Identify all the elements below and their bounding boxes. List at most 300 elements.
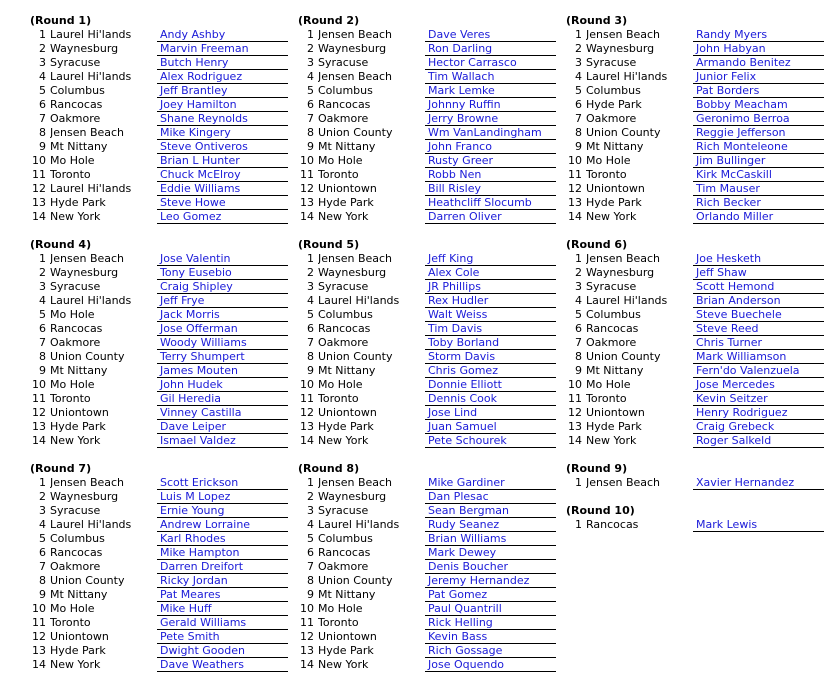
- player-link[interactable]: Donnie Elliott: [428, 378, 502, 391]
- pick-row: [288, 602, 556, 616]
- pick-number: 1: [575, 476, 582, 489]
- pick-row: [20, 518, 288, 532]
- player-cell: [693, 196, 824, 210]
- player-link[interactable]: Mike Kingery: [160, 126, 231, 139]
- pick-number: 4: [307, 518, 314, 531]
- pick-row: [556, 406, 824, 420]
- pick-row: [20, 70, 288, 84]
- player-link[interactable]: Steve Reed: [696, 322, 759, 335]
- team-name: Toronto: [50, 392, 91, 405]
- pick-number: 3: [575, 56, 582, 69]
- player-link[interactable]: Tim Mauser: [696, 182, 760, 195]
- team-name: Syracuse: [50, 504, 101, 517]
- player-link[interactable]: Ernie Young: [160, 504, 225, 517]
- team-name: Uniontown: [50, 406, 109, 419]
- pick-number: 2: [307, 42, 314, 55]
- team-name: Union County: [50, 574, 125, 587]
- pick-row: [288, 252, 556, 266]
- pick-number: 10: [32, 378, 46, 391]
- pick-number: 12: [32, 630, 46, 643]
- player-cell: [693, 322, 824, 336]
- pick-number: 4: [39, 70, 46, 83]
- pick-row: [288, 70, 556, 84]
- player-cell: [157, 336, 288, 350]
- pick-number: 14: [568, 434, 582, 447]
- player-link[interactable]: Rusty Greer: [428, 154, 494, 167]
- player-link[interactable]: Jeff Frye: [160, 294, 205, 307]
- pick-number: 4: [39, 518, 46, 531]
- team-name: Syracuse: [318, 504, 369, 517]
- player-cell: [425, 602, 556, 616]
- player-cell: [425, 630, 556, 644]
- team-name: Laurel Hi'lands: [50, 518, 132, 531]
- round-title: (Round 7): [30, 462, 92, 475]
- player-link[interactable]: Brian Williams: [428, 532, 507, 545]
- player-cell: [425, 210, 556, 224]
- pick-row: [288, 336, 556, 350]
- round-title: (Round 1): [30, 14, 92, 27]
- player-link[interactable]: Roger Salkeld: [696, 434, 772, 447]
- player-link[interactable]: Jose Valentin: [160, 252, 231, 265]
- player-link[interactable]: Chris Turner: [696, 336, 763, 349]
- team-name: Oakmore: [50, 560, 101, 573]
- team-name: New York: [586, 210, 637, 223]
- player-link[interactable]: Alex Rodriguez: [160, 70, 243, 83]
- team-name: Syracuse: [318, 280, 369, 293]
- player-link[interactable]: Brian L Hunter: [160, 154, 240, 167]
- player-link[interactable]: Kirk McCaskill: [696, 168, 772, 181]
- pick-row: [556, 182, 824, 196]
- player-link[interactable]: Gil Heredia: [160, 392, 221, 405]
- player-cell: [157, 322, 288, 336]
- pick-number: 1: [307, 252, 314, 265]
- player-cell: [425, 574, 556, 588]
- team-name: Jensen Beach: [318, 476, 393, 489]
- pick-row: [20, 154, 288, 168]
- player-link[interactable]: Darren Dreifort: [160, 560, 244, 573]
- pick-number: 7: [39, 560, 46, 573]
- player-cell: [157, 518, 288, 532]
- player-link[interactable]: Jose Oquendo: [428, 658, 505, 671]
- player-cell: [157, 308, 288, 322]
- player-cell: [157, 294, 288, 308]
- team-name: Laurel Hi'lands: [318, 518, 400, 531]
- player-link[interactable]: Randy Myers: [696, 28, 768, 41]
- team-name: Union County: [586, 350, 661, 363]
- player-cell: [693, 266, 824, 280]
- pick-number: 13: [32, 196, 46, 209]
- player-link[interactable]: Geronimo Berroa: [696, 112, 790, 125]
- player-cell: [157, 28, 288, 42]
- player-cell: [693, 392, 824, 406]
- player-link[interactable]: Jose Offerman: [160, 322, 238, 335]
- pick-number: 12: [568, 182, 582, 195]
- player-link[interactable]: Andrew Lorraine: [160, 518, 251, 531]
- pick-number: 4: [575, 294, 582, 307]
- player-link[interactable]: Juan Samuel: [428, 420, 497, 433]
- player-link[interactable]: Bobby Meacham: [696, 98, 788, 111]
- pick-row: [556, 168, 824, 182]
- round-title: (Round 2): [298, 14, 360, 27]
- pick-number: 5: [39, 84, 46, 97]
- team-name: Syracuse: [318, 56, 369, 69]
- round-title: (Round 5): [298, 238, 360, 251]
- player-link[interactable]: Eddie Williams: [160, 182, 241, 195]
- player-link[interactable]: Craig Grebeck: [696, 420, 775, 433]
- player-link[interactable]: Jack Morris: [160, 308, 220, 321]
- pick-number: 8: [575, 350, 582, 363]
- player-link[interactable]: John Habyan: [696, 42, 766, 55]
- pick-row: [20, 560, 288, 574]
- pick-number: 5: [39, 532, 46, 545]
- pick-row: [556, 280, 824, 294]
- team-name: Waynesburg: [50, 490, 119, 503]
- pick-row: [20, 546, 288, 560]
- team-name: Union County: [318, 350, 393, 363]
- player-cell: [693, 154, 824, 168]
- team-name: Columbus: [586, 308, 641, 321]
- player-link[interactable]: Reggie Jefferson: [696, 126, 786, 139]
- player-link[interactable]: Orlando Miller: [696, 210, 774, 223]
- player-cell: [425, 406, 556, 420]
- player-link[interactable]: Rex Hudler: [428, 294, 489, 307]
- player-link[interactable]: Mike Gardiner: [428, 476, 505, 489]
- player-link[interactable]: Joey Hamilton: [160, 98, 237, 111]
- pick-row: [556, 56, 824, 70]
- player-link[interactable]: Jim Bullinger: [696, 154, 766, 167]
- player-link[interactable]: Andy Ashby: [160, 28, 226, 41]
- pick-row: [288, 588, 556, 602]
- player-link[interactable]: Sean Bergman: [428, 504, 510, 517]
- player-cell: [157, 210, 288, 224]
- pick-number: 2: [575, 42, 582, 55]
- team-name: Mo Hole: [318, 602, 363, 615]
- team-name: Mo Hole: [50, 602, 95, 615]
- player-link[interactable]: Paul Quantrill: [428, 602, 502, 615]
- pick-number: 14: [32, 210, 46, 223]
- player-link[interactable]: Tony Eusebio: [160, 266, 232, 279]
- pick-row: [20, 504, 288, 518]
- player-cell: [157, 126, 288, 140]
- pick-number: 10: [568, 378, 582, 391]
- team-name: Syracuse: [586, 280, 637, 293]
- player-link[interactable]: Mark Lewis: [696, 518, 758, 531]
- team-name: Columbus: [586, 84, 641, 97]
- pick-number: 11: [32, 168, 46, 181]
- player-link[interactable]: Dave Leiper: [160, 420, 227, 433]
- player-link[interactable]: Terry Shumpert: [160, 350, 245, 363]
- pick-number: 1: [307, 476, 314, 489]
- team-name: Laurel Hi'lands: [586, 70, 668, 83]
- player-link[interactable]: Jose Lind: [428, 406, 478, 419]
- player-link[interactable]: Shane Reynolds: [160, 112, 248, 125]
- pick-row: [288, 560, 556, 574]
- player-link[interactable]: Luis M Lopez: [160, 490, 231, 503]
- player-cell: [157, 588, 288, 602]
- pick-number: 9: [307, 588, 314, 601]
- player-link[interactable]: Rich Gossage: [428, 644, 503, 657]
- player-link[interactable]: Alex Cole: [428, 266, 480, 279]
- pick-number: 8: [307, 126, 314, 139]
- player-cell: [157, 154, 288, 168]
- team-name: Toronto: [586, 168, 627, 181]
- player-link[interactable]: Jeff King: [428, 252, 474, 265]
- pick-row: [556, 294, 824, 308]
- pick-row: [20, 350, 288, 364]
- player-link[interactable]: Scott Erickson: [160, 476, 239, 489]
- round-title: (Round 10): [566, 504, 635, 517]
- player-link[interactable]: Steve Howe: [160, 196, 226, 209]
- player-link[interactable]: Tim Davis: [428, 322, 483, 335]
- player-link[interactable]: Johnny Ruffin: [428, 98, 501, 111]
- pick-row: [20, 168, 288, 182]
- player-link[interactable]: JR Phillips: [428, 280, 481, 293]
- pick-number: 12: [32, 406, 46, 419]
- team-name: Jensen Beach: [50, 126, 125, 139]
- pick-number: 3: [39, 280, 46, 293]
- player-link[interactable]: Pat Borders: [696, 84, 760, 97]
- pick-number: 2: [39, 42, 46, 55]
- player-link[interactable]: John Hudek: [160, 378, 223, 391]
- player-link[interactable]: Denis Boucher: [428, 560, 509, 573]
- player-link[interactable]: Steve Buechele: [696, 308, 782, 321]
- pick-number: 3: [307, 504, 314, 517]
- team-name: Uniontown: [50, 630, 109, 643]
- pick-number: 1: [575, 252, 582, 265]
- player-link[interactable]: Pete Schourek: [428, 434, 507, 447]
- pick-row: [556, 350, 824, 364]
- pick-number: 12: [300, 406, 314, 419]
- player-cell: [425, 532, 556, 546]
- player-link[interactable]: Rick Helling: [428, 616, 493, 629]
- player-link[interactable]: Brian Anderson: [696, 294, 781, 307]
- player-link[interactable]: Dan Plesac: [428, 490, 489, 503]
- player-cell: [425, 350, 556, 364]
- player-cell: [157, 112, 288, 126]
- player-link[interactable]: Kevin Seitzer: [696, 392, 768, 405]
- pick-row: [288, 280, 556, 294]
- player-link[interactable]: Chuck McElroy: [160, 168, 241, 181]
- pick-row: [20, 322, 288, 336]
- pick-number: 10: [32, 154, 46, 167]
- player-link[interactable]: James Mouten: [160, 364, 238, 377]
- player-link[interactable]: Jeremy Hernandez: [428, 574, 530, 587]
- player-link[interactable]: John Franco: [428, 140, 492, 153]
- player-link[interactable]: Xavier Hernandez: [696, 476, 795, 489]
- player-link[interactable]: Robb Nen: [428, 168, 482, 181]
- team-name: Hyde Park: [50, 644, 106, 657]
- player-link[interactable]: Rich Monteleone: [696, 140, 788, 153]
- player-cell: [157, 532, 288, 546]
- team-name: Rancocas: [318, 98, 371, 111]
- player-link[interactable]: Hector Carrasco: [428, 56, 517, 69]
- pick-number: 10: [300, 602, 314, 615]
- team-name: Union County: [318, 126, 393, 139]
- pick-number: 11: [32, 392, 46, 405]
- pick-number: 9: [39, 140, 46, 153]
- team-name: Laurel Hi'lands: [50, 182, 132, 195]
- player-link[interactable]: Junior Felix: [696, 70, 757, 83]
- player-link[interactable]: Heathcliff Slocumb: [428, 196, 532, 209]
- player-link[interactable]: Mark Dewey: [428, 546, 497, 559]
- player-link[interactable]: Chris Gomez: [428, 364, 498, 377]
- player-link[interactable]: Rich Becker: [696, 196, 761, 209]
- pick-row: [20, 308, 288, 322]
- pick-row: [20, 490, 288, 504]
- pick-number: 7: [307, 336, 314, 349]
- player-cell: [693, 406, 824, 420]
- pick-number: 10: [300, 378, 314, 391]
- player-link[interactable]: Steve Ontiveros: [160, 140, 248, 153]
- player-cell: [425, 322, 556, 336]
- pick-number: 6: [307, 98, 314, 111]
- player-link[interactable]: Walt Weiss: [428, 308, 488, 321]
- player-link[interactable]: Toby Borland: [428, 336, 500, 349]
- team-name: Oakmore: [318, 560, 369, 573]
- pick-row: [20, 266, 288, 280]
- pick-number: 8: [39, 126, 46, 139]
- player-link[interactable]: Jerry Browne: [428, 112, 499, 125]
- player-link[interactable]: Armando Benitez: [696, 56, 791, 69]
- player-cell: [693, 518, 824, 532]
- player-cell: [425, 126, 556, 140]
- player-link[interactable]: Scott Hemond: [696, 280, 775, 293]
- player-cell: [693, 294, 824, 308]
- player-cell: [425, 420, 556, 434]
- player-link[interactable]: Karl Rhodes: [160, 532, 226, 545]
- pick-row: [288, 420, 556, 434]
- pick-row: [20, 420, 288, 434]
- team-name: Toronto: [50, 616, 91, 629]
- pick-row: [556, 112, 824, 126]
- team-name: New York: [50, 210, 101, 223]
- pick-number: 4: [39, 294, 46, 307]
- team-name: Waynesburg: [586, 42, 655, 55]
- pick-number: 12: [300, 630, 314, 643]
- team-name: Rancocas: [318, 546, 371, 559]
- player-link[interactable]: Rudy Seanez: [428, 518, 500, 531]
- pick-number: 7: [39, 336, 46, 349]
- team-name: Syracuse: [586, 56, 637, 69]
- team-name: Waynesburg: [586, 266, 655, 279]
- player-link[interactable]: Marvin Freeman: [160, 42, 249, 55]
- pick-row: [556, 252, 824, 266]
- player-cell: [425, 518, 556, 532]
- player-link[interactable]: Woody Williams: [160, 336, 247, 349]
- pick-row: [556, 308, 824, 322]
- pick-number: 14: [300, 210, 314, 223]
- player-cell: [157, 434, 288, 448]
- team-name: Laurel Hi'lands: [586, 294, 668, 307]
- player-link[interactable]: Jose Mercedes: [696, 378, 775, 391]
- team-name: Hyde Park: [318, 644, 374, 657]
- player-link[interactable]: Mark Williamson: [696, 350, 787, 363]
- pick-number: 5: [307, 532, 314, 545]
- player-cell: [157, 266, 288, 280]
- player-link[interactable]: Dennis Cook: [428, 392, 497, 405]
- team-name: Waynesburg: [318, 42, 387, 55]
- pick-row: [20, 84, 288, 98]
- player-link[interactable]: Craig Shipley: [160, 280, 233, 293]
- team-name: Jensen Beach: [586, 252, 661, 265]
- pick-row: [556, 28, 824, 42]
- team-name: Hyde Park: [50, 420, 106, 433]
- pick-row: [288, 210, 556, 224]
- player-link[interactable]: Ismael Valdez: [160, 434, 236, 447]
- pick-row: [288, 490, 556, 504]
- pick-number: 3: [575, 280, 582, 293]
- player-link[interactable]: Vinney Castilla: [160, 406, 242, 419]
- player-link[interactable]: Tim Wallach: [428, 70, 495, 83]
- player-link[interactable]: Ron Darling: [428, 42, 493, 55]
- team-name: Mo Hole: [50, 308, 95, 321]
- pick-number: 5: [575, 84, 582, 97]
- team-name: Rancocas: [50, 98, 103, 111]
- round-title: (Round 6): [566, 238, 628, 251]
- pick-number: 3: [307, 280, 314, 293]
- pick-number: 13: [32, 420, 46, 433]
- pick-number: 1: [307, 28, 314, 41]
- player-link[interactable]: Dwight Gooden: [160, 644, 245, 657]
- pick-number: 9: [575, 364, 582, 377]
- player-link[interactable]: Pat Gomez: [428, 588, 488, 601]
- player-cell: [157, 70, 288, 84]
- player-link[interactable]: Wm VanLandingham: [428, 126, 542, 139]
- team-name: Hyde Park: [586, 196, 642, 209]
- player-link[interactable]: Jeff Shaw: [696, 266, 747, 279]
- player-cell: [157, 84, 288, 98]
- player-link[interactable]: Fern'do Valenzuela: [696, 364, 800, 377]
- pick-row: [288, 406, 556, 420]
- pick-number: 3: [307, 56, 314, 69]
- pick-row: [20, 280, 288, 294]
- player-link[interactable]: Storm Davis: [428, 350, 496, 363]
- pick-row: [288, 644, 556, 658]
- player-cell: [693, 476, 824, 490]
- pick-number: 1: [39, 252, 46, 265]
- player-link[interactable]: Mike Hampton: [160, 546, 240, 559]
- player-link[interactable]: Henry Rodriguez: [696, 406, 788, 419]
- player-link[interactable]: Pat Meares: [160, 588, 221, 601]
- player-link[interactable]: Kevin Bass: [428, 630, 488, 643]
- pick-number: 6: [39, 98, 46, 111]
- player-link[interactable]: Jeff Brantley: [160, 84, 228, 97]
- player-cell: [157, 182, 288, 196]
- team-name: New York: [318, 210, 369, 223]
- player-link[interactable]: Bill Risley: [428, 182, 481, 195]
- player-cell: [157, 476, 288, 490]
- player-link[interactable]: Gerald Williams: [160, 616, 247, 629]
- pick-row: [288, 476, 556, 490]
- player-cell: [425, 154, 556, 168]
- player-link[interactable]: Ricky Jordan: [160, 574, 228, 587]
- player-link[interactable]: Dave Weathers: [160, 658, 245, 671]
- player-link[interactable]: Butch Henry: [160, 56, 229, 69]
- player-link[interactable]: Mike Huff: [160, 602, 212, 615]
- player-cell: [157, 546, 288, 560]
- player-link[interactable]: Mark Lemke: [428, 84, 495, 97]
- player-link[interactable]: Pete Smith: [160, 630, 220, 643]
- player-link[interactable]: Joe Hesketh: [696, 252, 762, 265]
- team-name: Jensen Beach: [586, 476, 661, 489]
- pick-number: 9: [39, 588, 46, 601]
- player-link[interactable]: Darren Oliver: [428, 210, 502, 223]
- pick-row: [20, 210, 288, 224]
- pick-row: [20, 336, 288, 350]
- player-link[interactable]: Leo Gomez: [160, 210, 222, 223]
- player-cell: [425, 140, 556, 154]
- player-link[interactable]: Dave Veres: [428, 28, 491, 41]
